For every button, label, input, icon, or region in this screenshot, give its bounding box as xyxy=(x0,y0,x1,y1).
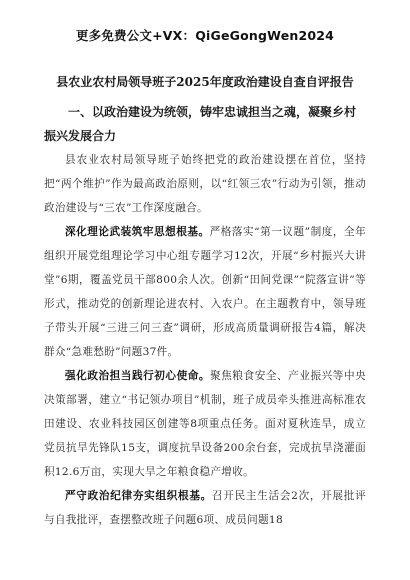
document-title: 县农业农村局领导班子2025年度政治建设自查自评报告 xyxy=(56,75,354,89)
section-heading-1: 一、以政治建设为统领，铸牢忠诚担当之魂，凝聚乡村振兴发展合力 xyxy=(44,105,357,143)
paragraph-body: 严格落实“第一议题”制度，全年组织开展党组理论学习中心组专题学习12次，开展“乡村振兴大讲堂”6期，覆盖党员干部800余人次。创新“田间党课”“院落宣讲”等形式，推动党的创新理论进农村、入农户。在主题教育中，领导班子带头开展“三进三问三查”调研，形成高质量调研报告4篇，解决群众“急难愁盼”问题37件。 xyxy=(44,226,366,358)
paragraph-lead: 严守政治纪律夯实组织根基。 xyxy=(65,490,212,502)
paragraph-lead: 强化政治担当践行初心使命。 xyxy=(65,370,211,382)
intro-paragraph: 县农业农村局领导班子始终把党的政治建设摆在首位，坚持把“两个维护”作为最高政治原则，以“红领三农”行动为引领，推动政治建设与“三农”工作深度融合。 xyxy=(44,154,366,214)
paragraph-discipline xyxy=(44,484,366,532)
paragraph-body: 召开民主生活会2次，开展批评与自我批评，查摆整改班子问题6项、成员问题18 xyxy=(44,490,366,526)
paragraph-body: 聚焦粮食安全、产业振兴等中央决策部署，建立“书记领办项目”机制，班子成员牵头推进高标准农田建设、农业科技园区创建等8项重点任务。面对夏秋连旱，成立党员抗旱先锋队15支，调度抗旱设备200余台套，完成抗旱浇灌面积12.6万亩，实现大旱之年粮食稳产增收。 xyxy=(44,370,367,478)
paragraph-theory xyxy=(44,220,366,364)
paragraph-lead: 深化理论武装筑牢思想根基。 xyxy=(65,226,210,238)
promo-banner: 更多免费公文+VX：QiGeGongWen2024 xyxy=(75,28,335,43)
paragraph-responsibility xyxy=(44,364,366,484)
